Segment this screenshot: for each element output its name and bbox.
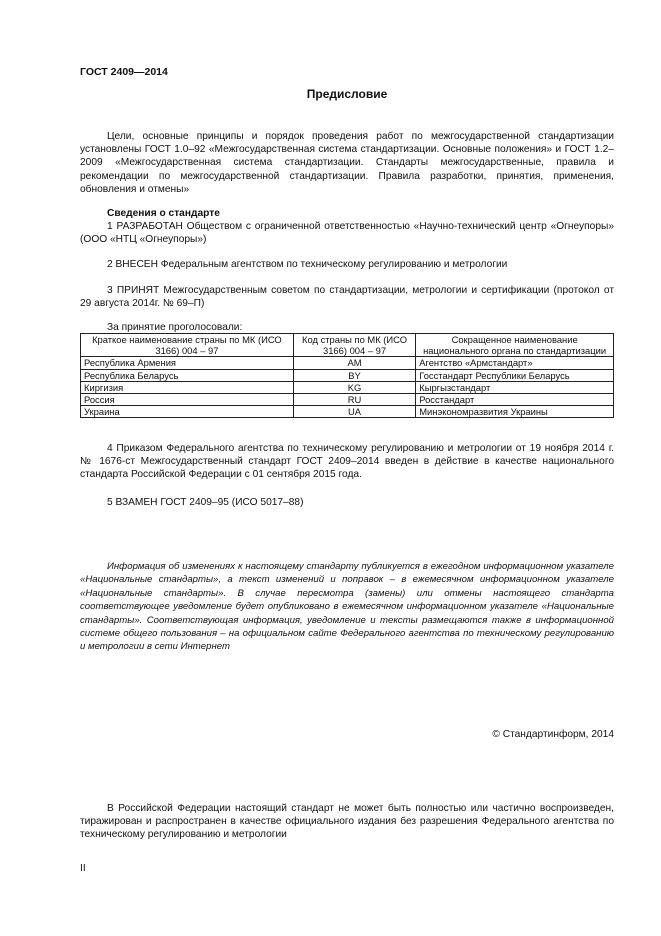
table-row xyxy=(81,381,614,393)
intro-paragraph: Цели, основные принципы и порядок проведения работ по межгосударственной стандартизации установлены ГОСТ 1.0–92 «Межгосударственная система стандартизации. Основные положения» и ГОСТ 1.2–2009 «Межгосударственная система стандартизации. Стандарты межгосударственные, правила и рекомендации по межгосударственной стандартизации. Правила разработки, принятия, применения, обновления и отмены» xyxy=(80,131,614,195)
code-cell: BY xyxy=(293,369,415,381)
standard-id: ГОСТ 2409—2014 xyxy=(80,66,168,78)
section-heading: Сведения о стандарте xyxy=(107,208,220,219)
votes-table xyxy=(80,333,614,418)
copyright: © Стандартинформ, 2014 xyxy=(492,729,614,740)
country-cell: Республика Беларусь xyxy=(81,369,294,381)
item-3: 3 ПРИНЯТ Межгосударственным советом по стандартизации, метрологии и сертификации (протокол от 29 августа 2014г. № 69–П) xyxy=(80,285,614,310)
restriction-paragraph: В Российской Федерации настоящий стандарт не может быть полностью или частично воспроизведен, тиражирован и распространен в качестве официального издания без разрешения Федерального агентства по техническому регулированию и метрологии xyxy=(80,803,614,841)
table-row xyxy=(81,394,614,406)
votes-caption: За принятие проголосовали: xyxy=(107,322,243,333)
body-cell: Кыргызстандарт xyxy=(416,381,614,393)
country-cell: Республика Армения xyxy=(81,357,294,369)
country-cell: Киргизия xyxy=(81,381,294,393)
body-cell: Госстандарт Республики Беларусь xyxy=(416,369,614,381)
body-cell: Агентство «Армстандарт» xyxy=(416,357,614,369)
code-cell: UA xyxy=(293,406,415,418)
page-number: II xyxy=(80,863,86,874)
code-cell: AM xyxy=(293,357,415,369)
body-cell: Росстандарт xyxy=(416,394,614,406)
header-body: Сокращенное наименование национального органа по стандартизации xyxy=(416,334,614,357)
header-country: Краткое наименование страны по МК (ИСО 3166) 004 – 97 xyxy=(81,334,294,357)
table-row xyxy=(81,406,614,418)
votes-header-row xyxy=(81,334,614,357)
country-cell: Россия xyxy=(81,394,294,406)
body-cell: Минэкономразвития Украины xyxy=(416,406,614,418)
code-cell: KG xyxy=(293,381,415,393)
item-5: 5 ВЗАМЕН ГОСТ 2409–95 (ИСО 5017–88) xyxy=(107,497,304,508)
country-cell: Украина xyxy=(81,406,294,418)
table-row xyxy=(81,357,614,369)
item-1: 1 РАЗРАБОТАН Обществом с ограниченной ответственностью «Научно-технический центр «Огнеупоры» (ООО «НТЦ «Огнеупоры») xyxy=(80,221,614,246)
info-note: Информация об изменениях к настоящему стандарту публикуется в ежегодном информационном указателе «Национальные стандарты», а текст изменений и поправок – в ежемесячном информационном указателе «Национальные стандарты». В случае пересмотра (замены) или отмены настоящего стандарта соответствующее уведомление будет опубликовано в ежемесячном информационном указателе «Национальные стандарты». Соответствующая информация, уведомление и тексты размещаются также в информационной системе общего пользования – на официальном сайте Федерального агентства по техническому регулированию и метрологии в сети Интернет xyxy=(80,561,614,653)
page-title: Предисловие xyxy=(306,87,388,101)
code-cell: RU xyxy=(293,394,415,406)
item-4: 4 Приказом Федерального агентства по техническому регулированию и метрологии от 19 ноября 2014 г. № 1676-ст Межгосударственный стандарт ГОСТ 2409–2014 введен в действие в качестве национального стандарта Российской Федерации с 01 сентября 2015 года. xyxy=(80,443,614,481)
item-2: 2 ВНЕСЕН Федеральным агентством по техническому регулированию и метрологии xyxy=(107,259,508,270)
header-code: Код страны по МК (ИСО 3166) 004 – 97 xyxy=(293,334,415,357)
table-row xyxy=(81,369,614,381)
